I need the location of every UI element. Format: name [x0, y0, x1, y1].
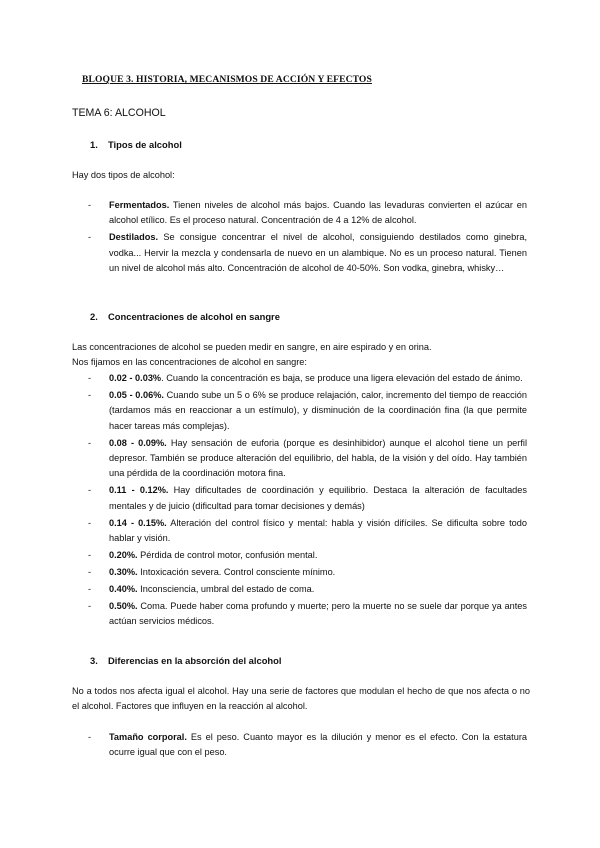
section-intro: Nos fijamos en las concentraciones de alcohol en sangre:: [72, 357, 307, 367]
list-item-term: 0.08 - 0.09%.: [109, 437, 167, 448]
list-item-term: 0.50%.: [109, 600, 138, 611]
section-intro: No a todos nos afecta igual el alcohol. Hay una serie de factores que modulan el hecho de que nos afecta o no el alcohol. Factores que influyen en la reacción al alcohol.: [72, 686, 530, 712]
list-item: [72, 198, 527, 229]
section-heading-concentraciones: [90, 309, 280, 324]
blood-alcohol-list: [72, 371, 527, 631]
section-number: 1.: [90, 139, 98, 150]
list-item: [72, 730, 527, 761]
list-item-text: Alteración del control físico y mental: habla y visión difíciles. Se dificulta sobre todo hablar y visión.: [109, 517, 527, 544]
list-item: [72, 582, 527, 597]
block-title: BLOQUE 3. HISTORIA, MECANISMOS DE ACCIÓN Y EFECTOS: [82, 74, 372, 85]
section-heading-diferencias: [90, 653, 282, 668]
list-item-text: Inconsciencia, umbral del estado de coma.: [137, 583, 315, 594]
list-item-term: 0.11 - 0.12%.: [109, 485, 169, 496]
list-item-text: Es el peso. Cuanto mayor es la dilución y menor es el efecto. Con la estatura ocurre igual que con el peso.: [109, 732, 527, 758]
list-item-text: Se consigue concentrar el nivel de alcohol, consiguiendo destilados como ginebra, vodka... Hervir la mezcla y condensarla de nuevo en un alambique. No es un proceso natural. Tienen un nivel de alcohol más alto. Concentración de alcohol de 40-50%. Son vodka, ginebra, whisky…: [109, 232, 527, 274]
list-item: [72, 548, 527, 563]
section-heading-tipos: [90, 137, 182, 152]
list-item: [72, 516, 527, 547]
list-item-term: 0.05 - 0.06%.: [109, 389, 164, 400]
section-title: Concentraciones de alcohol en sangre: [108, 311, 280, 322]
list-item-term: Fermentados.: [109, 200, 170, 210]
section-title: Diferencias en la absorción del alcohol: [108, 655, 282, 666]
list-item: [72, 436, 527, 482]
list-item-term: 0.02 - 0.03%: [109, 373, 162, 383]
list-item-text: . Cuando la concentración es baja, se produce una ligera elevación del estado de ánimo.: [161, 373, 523, 383]
section-intro: Las concentraciones de alcohol se pueden medir en sangre, en aire espirado y en orina.: [72, 342, 432, 352]
list-item: [72, 565, 527, 580]
list-item-term: Tamaño corporal.: [109, 732, 187, 742]
list-item-text: Intoxicación severa. Control consciente mínimo.: [137, 566, 336, 577]
list-item: [72, 599, 527, 630]
tema-title: TEMA 6: ALCOHOL: [72, 107, 166, 119]
list-item-term: 0.20%.: [109, 549, 138, 560]
absorption-factors-list: [72, 730, 527, 762]
list-item-text: Tienen niveles de alcohol más bajos. Cuando las levaduras convierten el azúcar en alcohol etílico. Es el proceso natural. Concentración de 4 a 12% de alcohol.: [109, 200, 527, 226]
list-item-text: Coma. Puede haber coma profundo y muerte; pero la muerte no se suele dar porque ya antes actúan servicios médicos.: [109, 600, 527, 627]
list-item: [72, 388, 527, 434]
list-item: [72, 371, 527, 386]
alcohol-types-list: [72, 198, 527, 278]
list-item: [72, 230, 527, 276]
list-item-term: 0.30%.: [109, 566, 138, 577]
list-item-term: 0.14 - 0.15%.: [109, 517, 167, 528]
section-number: 3.: [90, 655, 98, 666]
list-item-text: Hay sensación de euforia (porque es desinhibidor) aunque el alcohol tiene un perfil depresor. También se produce alteración del equilibrio, del habla, de la visión y del oído. Hay también una pérdida de la coordinación motora fina.: [109, 437, 527, 479]
list-item-text: Hay dificultades de coordinación y equilibrio. Destaca la alteración de facultades mentales y de juicio (dificultad para tomar decisiones y demás): [109, 485, 527, 511]
section-number: 2.: [90, 311, 98, 322]
list-item: [72, 483, 527, 514]
list-item-text: Cuando sube un 5 o 6% se produce relajación, calor, incremento del tiempo de reacción (tardamos más en reaccionar a un estímulo), y disminución de la coordinación fina (la que permite hacer tareas más complejas).: [109, 389, 527, 431]
list-item-term: Destilados.: [109, 232, 159, 243]
list-item-term: 0.40%.: [109, 583, 138, 594]
section-title: Tipos de alcohol: [108, 139, 182, 150]
list-item-text: Pérdida de control motor, confusión mental.: [137, 549, 318, 560]
section-intro: Hay dos tipos de alcohol:: [72, 170, 175, 180]
